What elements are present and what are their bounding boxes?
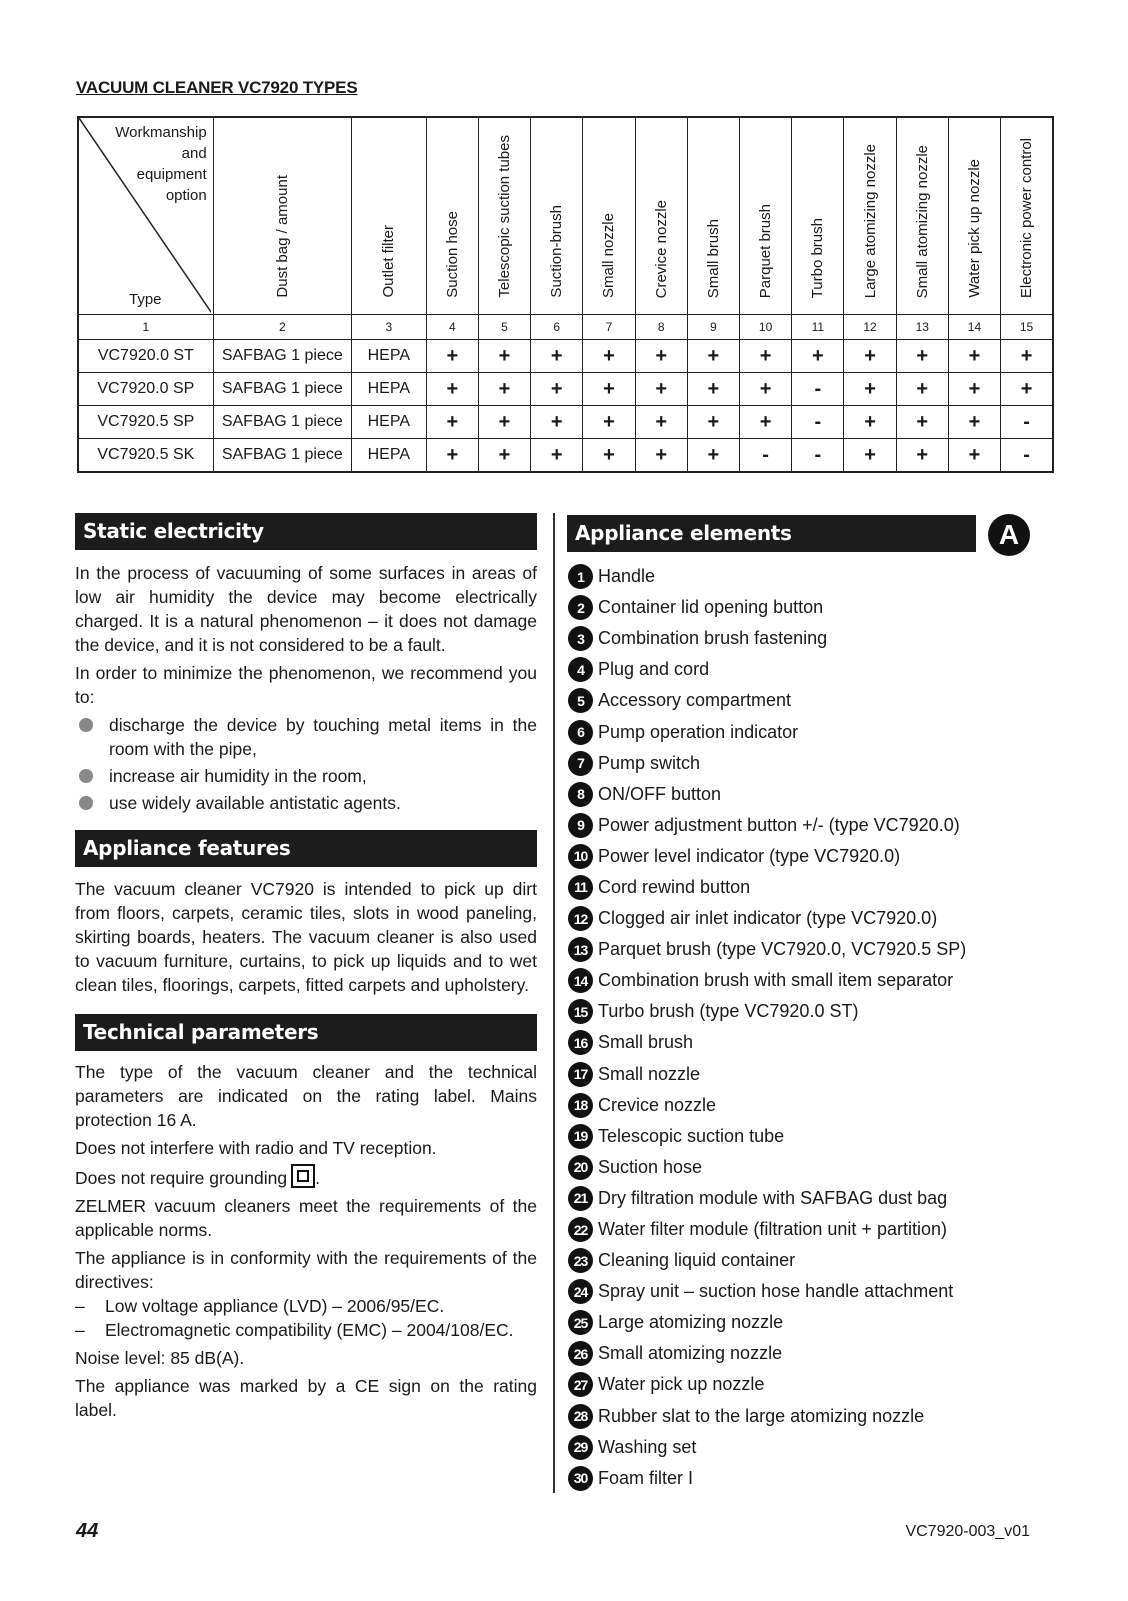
table-cell: + (531, 439, 583, 473)
table-cell: + (583, 439, 635, 473)
page-number: 44 (76, 1520, 99, 1542)
table-cell: + (583, 406, 635, 439)
paragraph: ZELMER vacuum cleaners meet the requirements of the applicable norms. (75, 1196, 537, 1240)
column-header-label: Suction-brush (548, 205, 566, 298)
section-header-technical: Technical parameters (75, 1014, 537, 1051)
table-cell: + (426, 406, 478, 439)
list-item (568, 841, 966, 872)
list-item-label: Large atomizing nozzle (598, 1312, 784, 1333)
table-cell: - (740, 439, 792, 473)
dash-item (75, 1318, 537, 1342)
table-cell: + (687, 340, 739, 373)
number-circle-icon: 8 (568, 782, 593, 807)
table-cell: + (531, 373, 583, 406)
number-circle-icon: 11 (568, 875, 593, 900)
column-header-label: Water pick up nozzle (965, 159, 983, 298)
appliance-elements-list (568, 561, 966, 1494)
grounding-paragraph: Does not require grounding . (75, 1164, 537, 1190)
dash-text: Electromagnetic compatibility (EMC) – 2004/108/EC. (105, 1320, 514, 1340)
corner-label-option (115, 122, 206, 206)
list-item (568, 1152, 966, 1183)
static-electricity-text (75, 561, 537, 815)
column-header-label: Outlet filter (380, 225, 398, 298)
bullet-text: increase air humidity in the room, (109, 766, 367, 786)
number-circle-icon: 28 (568, 1404, 593, 1429)
table-cell: + (687, 406, 739, 439)
list-item-label: Clogged air inlet indicator (type VC7920.0) (598, 908, 938, 929)
list-item (568, 810, 966, 841)
corner-text-line: Workmanship (115, 124, 207, 141)
list-item-label: Accessory compartment (598, 690, 792, 711)
column-number: 2 (213, 315, 351, 340)
table-cell: + (426, 340, 478, 373)
list-item (568, 1121, 966, 1152)
number-circle-icon: 14 (568, 968, 593, 993)
dash-marker: – (75, 1296, 85, 1316)
grounding-text: Does not require grounding (75, 1168, 288, 1188)
table-cell: + (792, 340, 844, 373)
column-number: 4 (426, 315, 478, 340)
list-item (568, 561, 966, 592)
column-number: 8 (635, 315, 687, 340)
column-number: 10 (740, 315, 792, 340)
list-item-label: Water pick up nozzle (598, 1374, 765, 1395)
table-cell: + (531, 340, 583, 373)
column-divider (553, 513, 555, 1493)
table-cell: + (844, 340, 896, 373)
number-circle-icon: 4 (568, 657, 593, 682)
table-cell: + (896, 373, 948, 406)
list-item (568, 1027, 966, 1058)
column-header-label: Small brush (704, 218, 722, 298)
list-item-label: Foam filter I (598, 1467, 694, 1488)
column-header-label: Large atomizing nozzle (861, 143, 879, 298)
table-cell: + (635, 340, 687, 373)
column-header-label: Electronic power control (1018, 137, 1036, 298)
table-cell: + (844, 439, 896, 473)
list-item-label: Washing set (598, 1436, 697, 1457)
list-item (568, 1090, 966, 1121)
table-cell: + (948, 340, 1000, 373)
list-item (568, 1401, 966, 1432)
paragraph: Noise level: 85 dB(A). (75, 1348, 245, 1368)
document-code: VC7920-003_v01 (905, 1523, 1030, 1540)
table-cell: VC7920.5 SK (78, 439, 213, 473)
column-number: 15 (1001, 315, 1053, 340)
table-cell: - (792, 373, 844, 406)
list-item (568, 623, 966, 654)
dash-text: Low voltage appliance (LVD) – 2006/95/EC. (105, 1296, 445, 1316)
column-header (531, 117, 583, 315)
dash-item (75, 1294, 537, 1318)
number-circle-icon: 15 (568, 999, 593, 1024)
table-cell: VC7920.0 ST (78, 340, 213, 373)
column-number: 12 (844, 315, 896, 340)
list-item (568, 965, 966, 996)
table-cell: + (583, 340, 635, 373)
list-item (568, 1307, 966, 1338)
table-cell: + (844, 373, 896, 406)
table-cell: HEPA (351, 406, 426, 439)
page-title: VACUUM CLEANER VC7920 TYPES (76, 78, 358, 97)
table-cell: - (792, 406, 844, 439)
column-header-label: Parquet brush (757, 203, 775, 298)
column-header (948, 117, 1000, 315)
table-cell: + (426, 439, 478, 473)
list-item (568, 1463, 966, 1494)
bullet-icon (79, 718, 93, 732)
column-header (478, 117, 530, 315)
list-item (568, 1432, 966, 1463)
number-circle-icon: 10 (568, 844, 593, 869)
table-cell: + (478, 340, 530, 373)
class-ii-double-insulation-icon (291, 1164, 315, 1188)
list-item-label: Pump operation indicator (598, 721, 799, 742)
dash-marker: – (75, 1320, 85, 1340)
bullet-item (75, 791, 537, 815)
list-item-label: Rubber slat to the large atomizing nozzle (598, 1405, 925, 1426)
table-cell: - (1001, 406, 1053, 439)
number-circle-icon: 27 (568, 1372, 593, 1397)
table-cell: + (635, 373, 687, 406)
table-cell: + (687, 439, 739, 473)
number-circle-icon: 3 (568, 626, 593, 651)
number-circle-icon: 24 (568, 1279, 593, 1304)
table-cell: + (583, 373, 635, 406)
column-header (1001, 117, 1053, 315)
number-circle-icon: 1 (568, 564, 593, 589)
column-header (351, 117, 426, 315)
table-cell: + (635, 439, 687, 473)
table-row (78, 340, 1053, 373)
list-item (568, 779, 966, 810)
bullet-text: discharge the device by touching metal items in the room with the pipe, (109, 715, 537, 759)
list-item (568, 1059, 966, 1090)
number-circle-icon: 6 (568, 720, 593, 745)
number-circle-icon: 22 (568, 1217, 593, 1242)
column-header-label: Turbo brush (809, 217, 827, 298)
figure-a-badge: A (988, 514, 1030, 556)
list-item (568, 1338, 966, 1369)
list-item-label: Plug and cord (598, 659, 710, 680)
number-circle-icon: 13 (568, 937, 593, 962)
table-cell: + (478, 439, 530, 473)
column-header (844, 117, 896, 315)
table-cell: + (426, 373, 478, 406)
table-row (78, 439, 1053, 473)
list-item-label: Power level indicator (type VC7920.0) (598, 845, 901, 866)
table-cell: HEPA (351, 340, 426, 373)
list-item-label: Parquet brush (type VC7920.0, VC7920.5 SP) (598, 939, 967, 960)
table-cell: + (635, 406, 687, 439)
corner-text-line: equipment (136, 166, 207, 183)
column-number: 14 (948, 315, 1000, 340)
column-header-label: Telescopic suction tubes (496, 135, 514, 298)
column-header (896, 117, 948, 315)
number-circle-icon: 21 (568, 1186, 593, 1211)
list-item-label: Container lid opening button (598, 597, 824, 618)
table-cell: - (1001, 439, 1053, 473)
number-circle-icon: 17 (568, 1062, 593, 1087)
column-header-label: Small atomizing nozzle (913, 144, 931, 298)
column-header (740, 117, 792, 315)
bullet-item (75, 764, 537, 788)
list-item-label: Small nozzle (598, 1063, 701, 1084)
number-circle-icon: 7 (568, 751, 593, 776)
list-item-label: Combination brush with small item separator (598, 970, 954, 991)
bullet-icon (79, 796, 93, 810)
list-item-label: Pump switch (598, 752, 701, 773)
types-table (77, 116, 1054, 473)
table-cell: + (740, 406, 792, 439)
corner-text-line: option (165, 187, 207, 204)
list-item-label: Water filter module (filtration unit + partition) (598, 1219, 947, 1240)
number-circle-icon: 9 (568, 813, 593, 838)
table-row (78, 406, 1053, 439)
list-item (568, 1276, 966, 1307)
table-cell: + (478, 406, 530, 439)
table-cell: + (1001, 340, 1053, 373)
list-item-label: Telescopic suction tube (598, 1125, 785, 1146)
column-number: 11 (792, 315, 844, 340)
list-item (568, 716, 966, 747)
column-header (583, 117, 635, 315)
table-cell: + (896, 439, 948, 473)
column-header-label: Small nozzle (600, 212, 618, 298)
list-item-label: Small brush (598, 1032, 694, 1053)
column-number: 3 (351, 315, 426, 340)
paragraph: In the process of vacuuming of some surfaces in areas of low air humidity the device may become electrically charged. It is a natural phenomenon – it does not damage the device, and it is not considered to be a fault. (75, 563, 537, 655)
section-header-static: Static electricity (75, 513, 537, 550)
column-header (687, 117, 739, 315)
column-header (213, 117, 351, 315)
list-item-label: Crevice nozzle (598, 1094, 717, 1115)
list-item (568, 934, 966, 965)
table-cell: - (792, 439, 844, 473)
list-item-label: Suction hose (598, 1156, 703, 1177)
column-header-label: Dust bag / amount (273, 175, 291, 298)
number-circle-icon: 2 (568, 595, 593, 620)
number-circle-icon: 23 (568, 1248, 593, 1273)
table-cell: + (896, 340, 948, 373)
table-cell: + (948, 439, 1000, 473)
table-cell: + (1001, 373, 1053, 406)
list-item-label: Power adjustment button +/- (type VC7920.0) (598, 814, 960, 835)
list-item (568, 1183, 966, 1214)
technical-text (75, 1060, 537, 1426)
table-cell: HEPA (351, 373, 426, 406)
list-item (568, 903, 966, 934)
column-header-label: Crevice nozzle (652, 199, 670, 298)
paragraph: The vacuum cleaner VC7920 is intended to pick up dirt from floors, carpets, ceramic tiles, slots in wood paneling, skirting boards, heaters. The vacuum cleaner is also used to vacuum furniture, curtains, to pick up liquids and to wet clean tiles, floorings, carpets, fitted carpets and upholstery. (75, 879, 537, 995)
table-cell: + (948, 373, 1000, 406)
list-item (568, 996, 966, 1027)
table-cell: SAFBAG 1 piece (213, 406, 351, 439)
list-item (568, 748, 966, 779)
section-header-elements: Appliance elements (567, 515, 976, 552)
list-item-label: Turbo brush (type VC7920.0 ST) (598, 1001, 859, 1022)
paragraph: Does not interfere with radio and TV reception. (75, 1138, 437, 1158)
number-circle-icon: 20 (568, 1155, 593, 1180)
column-header (635, 117, 687, 315)
number-circle-icon: 16 (568, 1030, 593, 1055)
number-circle-icon: 26 (568, 1341, 593, 1366)
list-item-label: Dry filtration module with SAFBAG dust bag (598, 1187, 948, 1208)
table-cell: + (896, 406, 948, 439)
table-corner-cell (78, 117, 213, 315)
number-circle-icon: 30 (568, 1466, 593, 1491)
section-header-features: Appliance features (75, 830, 537, 867)
paragraph: In order to minimize the phenomenon, we recommend you to: (75, 663, 537, 707)
list-item-label: Small atomizing nozzle (598, 1343, 783, 1364)
list-item (568, 654, 966, 685)
column-number: 9 (687, 315, 739, 340)
corner-text-line: and (181, 145, 207, 162)
column-header-label: Suction hose (443, 211, 461, 298)
table-cell: + (740, 373, 792, 406)
table-cell: + (478, 373, 530, 406)
column-header (426, 117, 478, 315)
table-cell: SAFBAG 1 piece (213, 340, 351, 373)
column-header (792, 117, 844, 315)
number-circle-icon: 19 (568, 1124, 593, 1149)
list-item (568, 1245, 966, 1276)
column-number: 6 (531, 315, 583, 340)
table-cell: VC7920.5 SP (78, 406, 213, 439)
list-item-label: Cord rewind button (598, 876, 751, 897)
number-circle-icon: 25 (568, 1310, 593, 1335)
list-item-label: Combination brush fastening (598, 628, 828, 649)
table-cell: HEPA (351, 439, 426, 473)
paragraph: The appliance was marked by a CE sign on the rating label. (75, 1376, 537, 1420)
features-text (75, 877, 537, 1001)
table-cell: SAFBAG 1 piece (213, 439, 351, 473)
list-item-label: ON/OFF button (598, 783, 722, 804)
table-cell: SAFBAG 1 piece (213, 373, 351, 406)
list-item (568, 1214, 966, 1245)
bullet-text: use widely available antistatic agents. (109, 793, 401, 813)
bullet-icon (79, 769, 93, 783)
number-circle-icon: 29 (568, 1435, 593, 1460)
table-cell: VC7920.0 SP (78, 373, 213, 406)
table-cell: + (740, 340, 792, 373)
list-item (568, 592, 966, 623)
paragraph: The appliance is in conformity with the requirements of the directives: (75, 1248, 537, 1292)
number-circle-icon: 5 (568, 688, 593, 713)
column-number: 5 (478, 315, 530, 340)
column-number: 7 (583, 315, 635, 340)
list-item-label: Handle (598, 566, 656, 587)
number-circle-icon: 18 (568, 1093, 593, 1118)
bullet-item (75, 713, 537, 761)
column-number: 13 (896, 315, 948, 340)
table-cell: + (844, 406, 896, 439)
paragraph: The type of the vacuum cleaner and the technical parameters are indicated on the rating label. Mains protection 16 A. (75, 1062, 537, 1130)
table-cell: + (531, 406, 583, 439)
list-item (568, 872, 966, 903)
number-circle-icon: 12 (568, 906, 593, 931)
list-item (568, 685, 966, 716)
list-item-label: Cleaning liquid container (598, 1250, 796, 1271)
list-item-label: Spray unit – suction hose handle attachment (598, 1281, 954, 1302)
table-cell: + (948, 406, 1000, 439)
corner-label-type: Type (129, 291, 162, 308)
table-row (78, 373, 1053, 406)
table-cell: + (687, 373, 739, 406)
column-number: 1 (78, 315, 213, 340)
list-item (568, 1369, 966, 1400)
